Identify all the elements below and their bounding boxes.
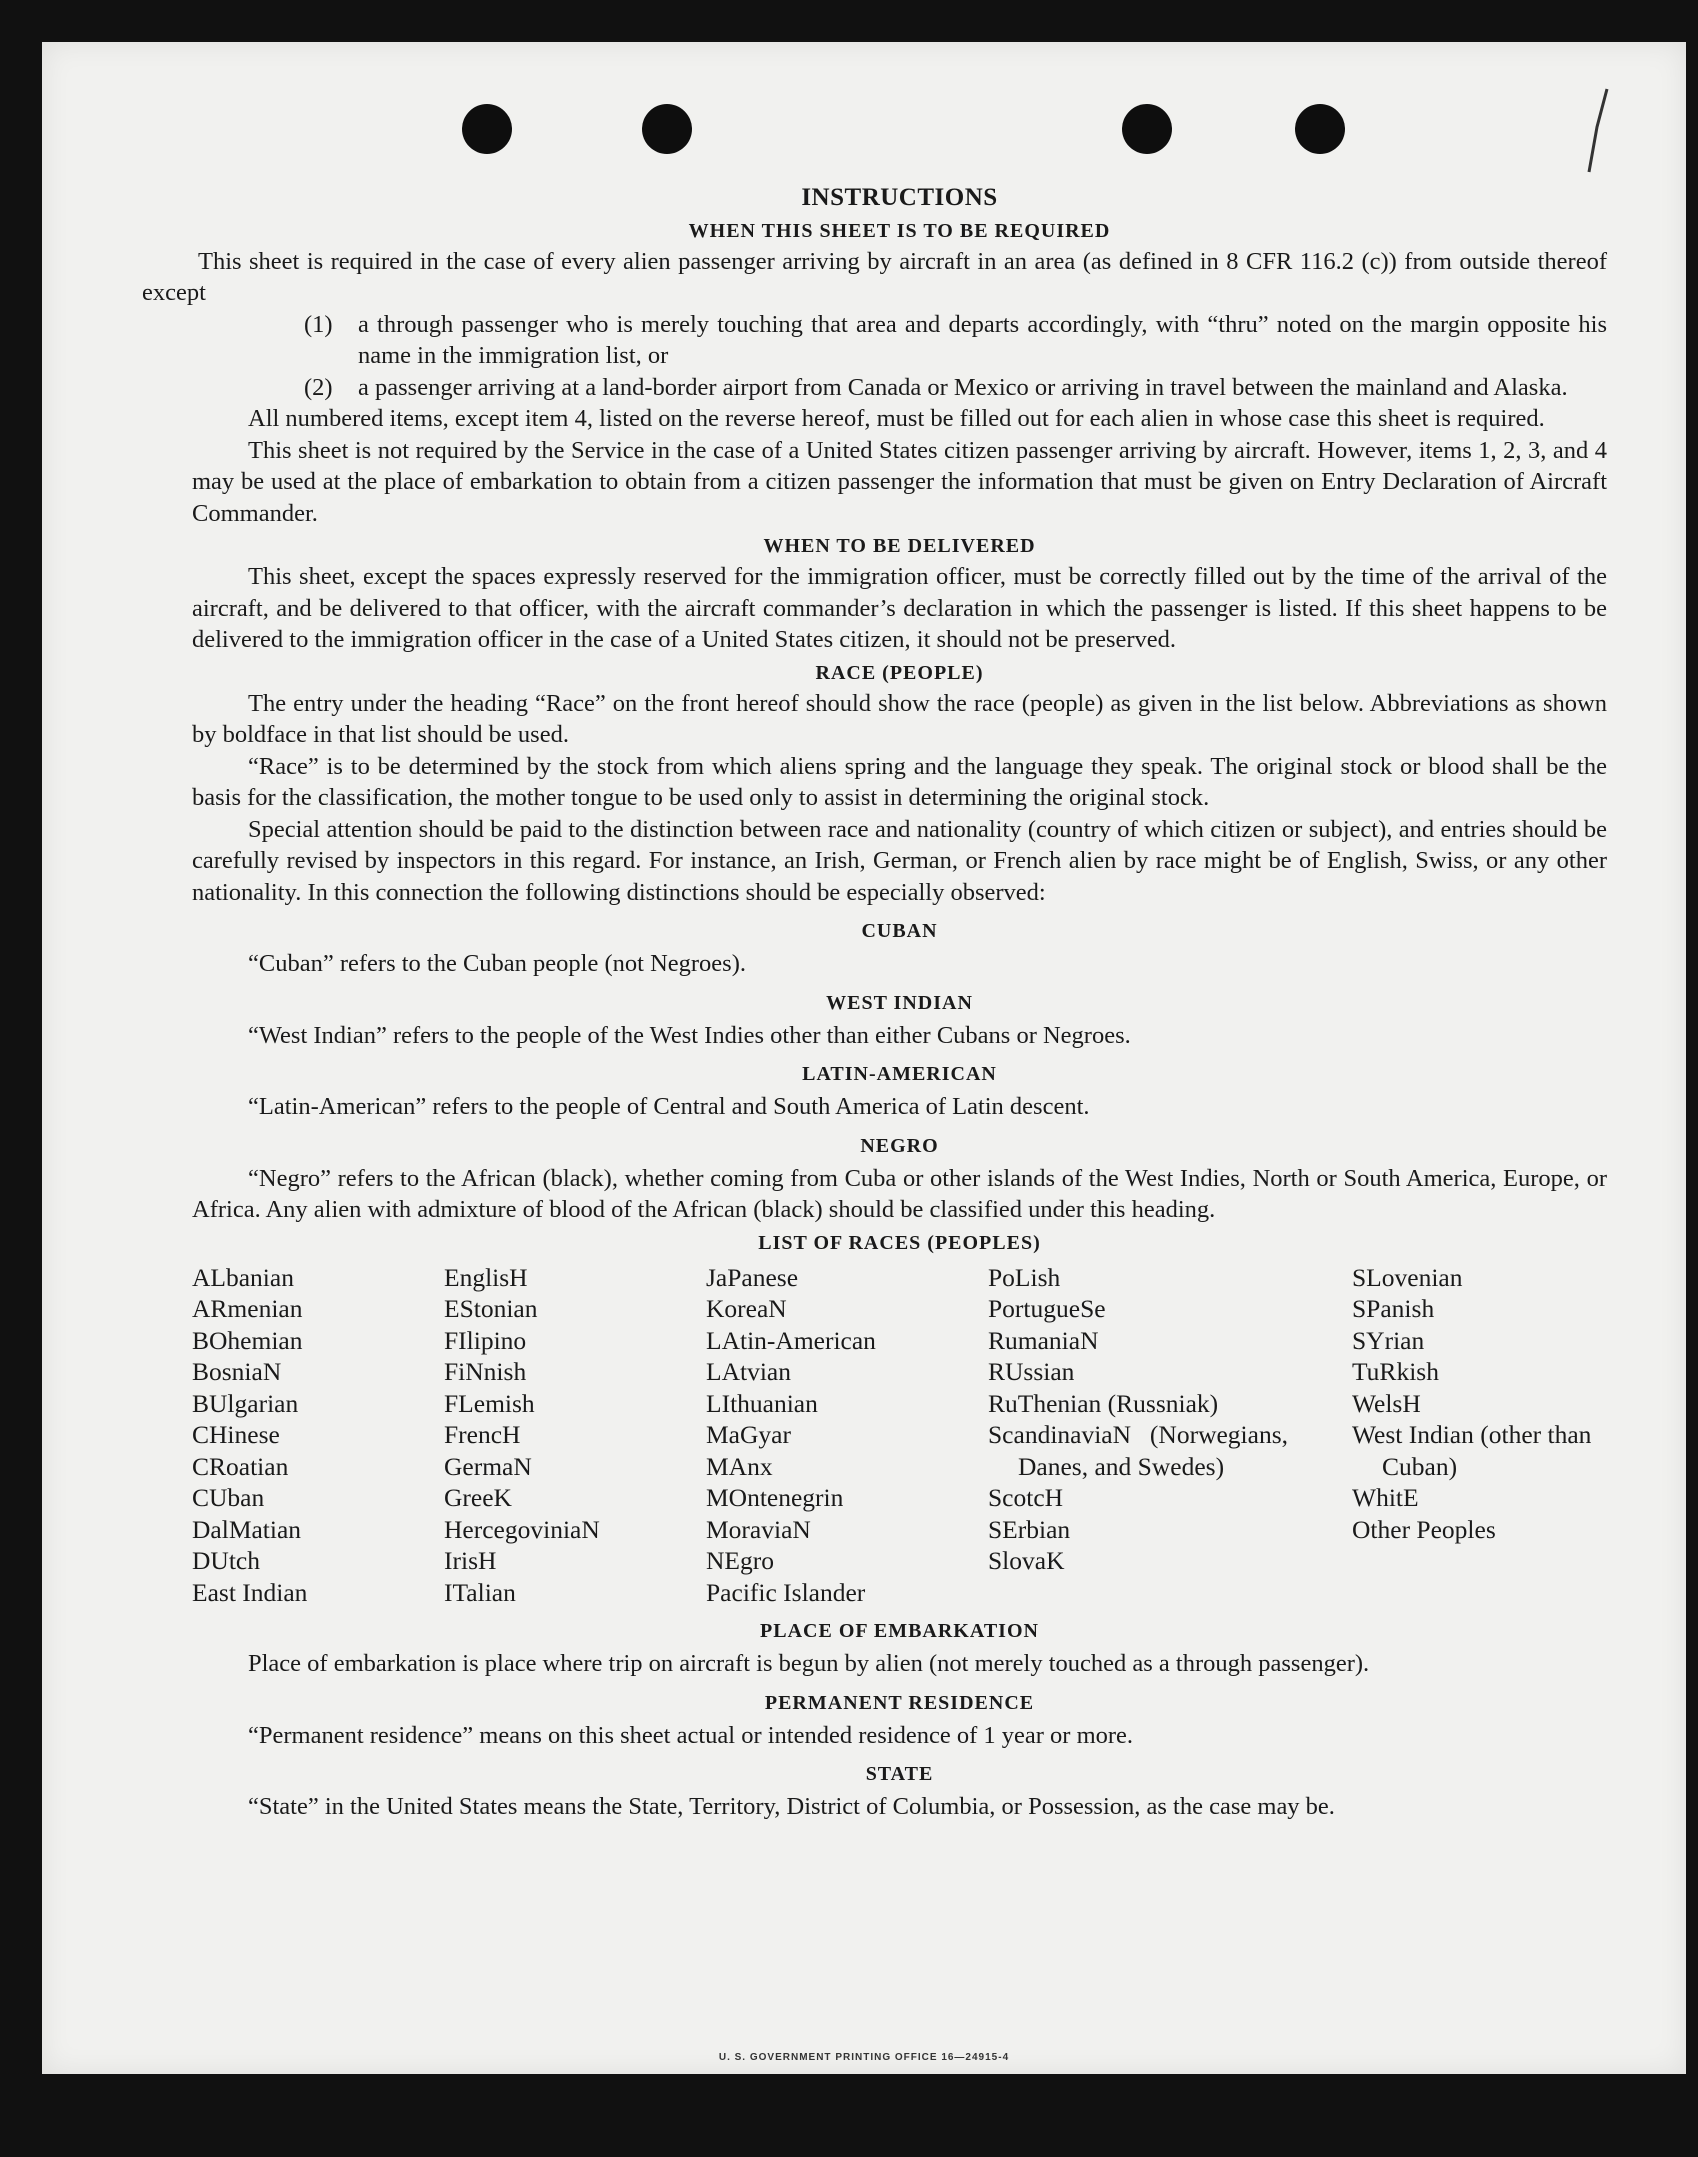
race-entry: FrencH	[444, 1420, 521, 1449]
list-item	[304, 309, 1607, 372]
race-entry: East Indian	[192, 1577, 308, 1607]
paragraph: “Negro” refers to the African (black), whether coming from Cuba or other islands of the West Indies, North or South America, Europe, or Africa. Any alien with admixture of blood of the African (black) should be classified under this heading.	[192, 1164, 1607, 1223]
race-column	[988, 1262, 1288, 1609]
race-entry: FLemish	[444, 1388, 535, 1418]
race-entry: BOhemian	[192, 1325, 303, 1355]
section-heading: LATIN-AMERICAN	[802, 1063, 997, 1085]
race-entry: RuThenian (Russniak)	[988, 1388, 1219, 1418]
race-entry: RumaniaN	[988, 1325, 1099, 1355]
race-entry: CRoatian	[192, 1451, 289, 1481]
race-entry: ALbanian	[192, 1262, 294, 1292]
race-entry: WelsH	[1352, 1388, 1421, 1418]
item-number: (1)	[304, 310, 333, 338]
paragraph: This sheet, except the spaces expressly reserved for the immigration officer, must be correctly filled out by the time of the arrival of the aircraft, and be delivered to that officer, with the aircraft commander’s declaration in which the passenger is listed. If this sheet happens to be delivered to the immigration officer in the case of a United States citizen, it should not be preserved.	[192, 563, 1607, 653]
race-entry: SLovenian	[1352, 1262, 1463, 1292]
punch-hole	[1122, 104, 1172, 154]
paragraph: “State” in the United States means the State, Territory, District of Columbia, or Possession, as the case may be.	[248, 1793, 1335, 1820]
race-entry: WhitE	[1352, 1483, 1419, 1512]
punch-hole	[462, 104, 512, 154]
race-column	[706, 1262, 988, 1609]
paragraph: Place of embarkation is place where trip on aircraft is begun by alien (not merely touched as a through passenger).	[248, 1650, 1370, 1677]
race-entry: GreeK	[444, 1483, 512, 1512]
race-entry: ScotcH	[988, 1483, 1064, 1512]
race-entry: CHinese	[192, 1420, 280, 1449]
race-entry: SYrian	[1352, 1325, 1425, 1355]
page-title: INSTRUCTIONS	[801, 184, 998, 211]
race-entry: MoraviaN	[706, 1514, 811, 1544]
race-entry: SlovaK	[988, 1546, 1065, 1575]
race-entry: DalMatian	[192, 1514, 302, 1544]
paragraph: “Cuban” refers to the Cuban people (not Negroes).	[248, 950, 746, 977]
punch-hole	[642, 104, 692, 154]
paragraph: “West Indian” refers to the people of the West Indies other than either Cubans or Negroes.	[248, 1021, 1131, 1049]
race-list	[192, 1262, 1607, 1609]
race-entry: BosniaN	[192, 1357, 282, 1386]
list-item	[304, 372, 1607, 404]
race-entry: SErbian	[988, 1514, 1071, 1544]
section-heading: RACE (PEOPLE)	[815, 661, 984, 684]
paragraph: “Latin-American” refers to the people of Central and South America of Latin descent.	[248, 1093, 1090, 1120]
race-entry: FIlipino	[444, 1325, 527, 1355]
race-entry: ScandinaviaN (Norwegians, Danes, and Swedes)	[988, 1420, 1288, 1481]
race-entry: CUban	[192, 1483, 265, 1512]
section-heading: LIST OF RACES (PEOPLES)	[758, 1231, 1041, 1254]
race-entry: NEgro	[706, 1546, 774, 1575]
race-entry: Pacific Islander	[706, 1577, 866, 1607]
paragraph: All numbered items, except item 4, listed on the reverse hereof, must be filled out for each alien in whose case this sheet is required.	[248, 405, 1545, 432]
race-entry: JaPanese	[706, 1262, 799, 1292]
race-entry: LIthuanian	[706, 1388, 818, 1418]
race-entry: KoreaN	[706, 1294, 787, 1323]
section-heading: STATE	[865, 1763, 934, 1785]
race-entry: RUssian	[988, 1357, 1075, 1386]
race-entry: MaGyar	[706, 1420, 791, 1449]
section-heading: WHEN TO BE DELIVERED	[763, 535, 1036, 557]
item-text: a passenger arriving at a land-border airport from Canada or Mexico or arriving in travel between the mainland and Alaska.	[358, 373, 1568, 401]
printer-imprint: U. S. GOVERNMENT PRINTING OFFICE 16—24915-4	[718, 2052, 1010, 2063]
race-entry: PoLish	[988, 1262, 1061, 1292]
race-entry: PortugueSe	[988, 1294, 1106, 1323]
race-entry: West Indian (other than Cuban)	[1352, 1420, 1592, 1481]
race-entry: HercegoviniaN	[444, 1514, 600, 1544]
paragraph: “Permanent residence” means on this sheet actual or intended residence of 1 year or more.	[248, 1721, 1134, 1749]
race-entry: TuRkish	[1352, 1357, 1439, 1386]
race-entry: EnglisH	[444, 1262, 528, 1292]
race-entry: FiNnish	[444, 1357, 527, 1386]
race-entry: ITalian	[444, 1577, 516, 1607]
paragraph: Special attention should be paid to the distinction between race and nationality (country of which citizen or subject), and entries should be carefully revised by inspectors in this regard. For instance, an Irish, German, or French alien by race might be of English, Swiss, or any other nationality. In this connection the following distinctions should be especially observed:	[192, 815, 1607, 906]
document-page	[42, 42, 1686, 2074]
section-heading: PLACE OF EMBARKATION	[760, 1620, 1039, 1642]
race-column	[1352, 1262, 1607, 1609]
race-entry: IrisH	[444, 1546, 497, 1575]
race-entry: DUtch	[192, 1546, 260, 1575]
race-entry: SPanish	[1352, 1294, 1435, 1323]
race-entry: GermaN	[444, 1451, 532, 1481]
race-entry: MAnx	[706, 1451, 773, 1481]
instructions-content	[142, 182, 1607, 1823]
item-number: (2)	[304, 373, 333, 401]
paragraph: The entry under the heading “Race” on the front hereof should show the race (people) as given in the list below. Abbreviations as shown by boldface in that list should be used.	[192, 689, 1607, 748]
race-entry: LAtin-American	[706, 1325, 876, 1355]
race-entry: EStonian	[444, 1294, 538, 1323]
section-heading: NEGRO	[860, 1134, 939, 1157]
paragraph: “Race” is to be determined by the stock from which aliens spring and the language they speak. The original stock or blood shall be the basis for the classification, the mother tongue to be used only to assist in determining the original stock.	[192, 752, 1607, 811]
pen-mark	[1567, 77, 1627, 187]
race-column	[444, 1262, 706, 1609]
section-heading: CUBAN	[861, 920, 938, 942]
paragraph: This sheet is not required by the Service in the case of a United States citizen passenger arriving by aircraft. However, items 1, 2, 3, and 4 may be used at the place of embarkation to obtain from a citizen passenger the information that must be given on Entry Declaration of Aircraft Commander.	[192, 436, 1607, 527]
item-text: a through passenger who is merely touching that area and departs accordingly, with “thru” noted on the margin opposite his name in the immigration list, or	[358, 310, 1607, 369]
punch-hole	[1295, 104, 1345, 154]
paragraph: This sheet is required in the case of every alien passenger arriving by aircraft in an area (as defined in 8 CFR 116.2 (c)) from outside thereof except	[142, 247, 1607, 306]
section-heading: WEST INDIAN	[826, 991, 973, 1014]
race-entry: ARmenian	[192, 1294, 303, 1323]
race-entry: BUlgarian	[192, 1388, 299, 1418]
race-entry: Other Peoples	[1352, 1514, 1496, 1544]
section-heading: WHEN THIS SHEET IS TO BE REQUIRED	[688, 219, 1111, 242]
section-heading: PERMANENT RESIDENCE	[764, 1691, 1035, 1714]
race-column	[192, 1262, 444, 1609]
race-entry: MOntenegrin	[706, 1483, 844, 1512]
race-entry: LAtvian	[706, 1357, 791, 1386]
